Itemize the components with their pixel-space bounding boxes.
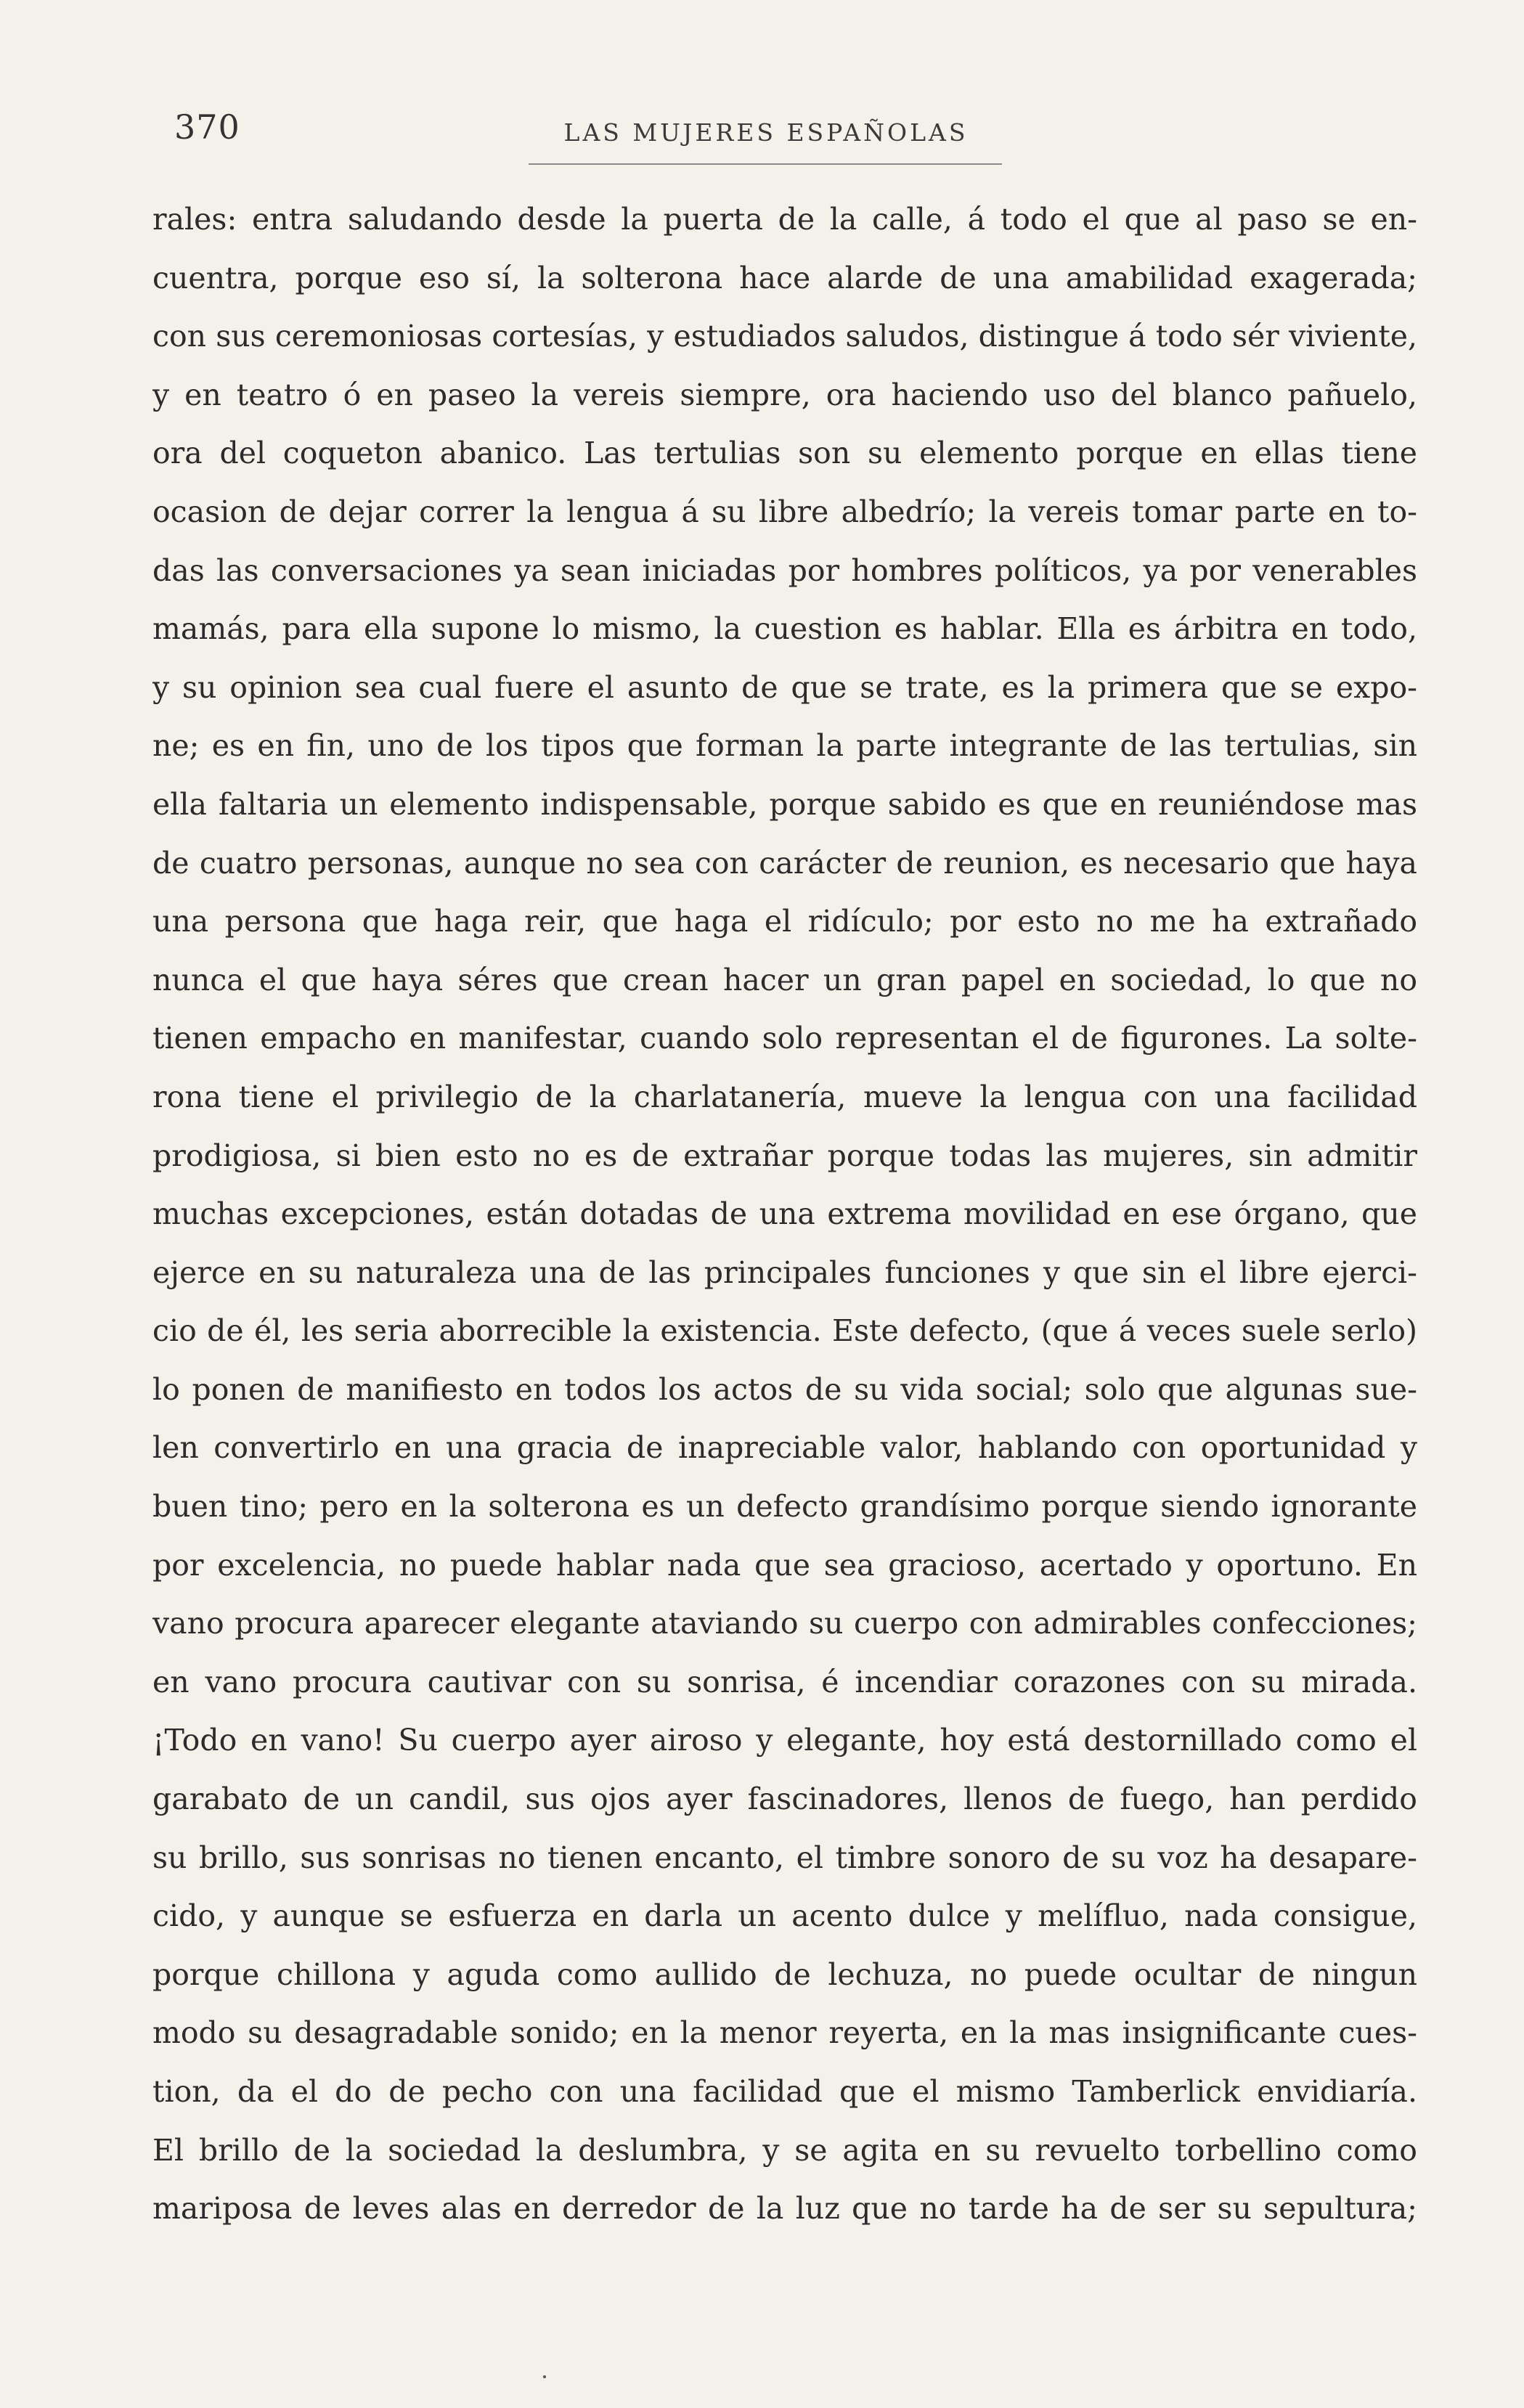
text-line: rales: entra saludando desde la puerta de la calle, á todo el que al paso se en-	[152, 202, 1417, 237]
text-line: en vano procura cautivar con su sonrisa, é incendiar corazones con su mirada.	[152, 1664, 1417, 1699]
text-line: y en teatro ó en paseo la vereis siempre, ora haciendo uso del blanco pañuelo,	[152, 377, 1417, 412]
text-line: garabato de un candil, sus ojos ayer fascinadores, llenos de fuego, han perdido	[152, 1781, 1417, 1817]
text-line: modo su desagradable sonido; en la menor reyerta, en la mas insignificante cues-	[152, 2015, 1417, 2051]
text-line: de cuatro personas, aunque no sea con carácter de reunion, es necesario que haya	[152, 845, 1417, 881]
text-line: con sus ceremoniosas cortesías, y estudiados saludos, distingue á todo sér viviente,	[152, 319, 1417, 354]
text-line: cio de él, les seria aborrecible la existencia. Este defecto, (que á veces suele serlo)	[152, 1313, 1417, 1349]
text-line: len convertirlo en una gracia de inapreciable valor, hablando con oportunidad y	[152, 1430, 1417, 1466]
text-line: vano procura aparecer elegante ataviando su cuerpo con admirables confecciones;	[152, 1606, 1417, 1641]
text-line: mariposa de leves alas en derredor de la luz que no tarde ha de ser su sepultura;	[152, 2191, 1417, 2227]
text-line: tienen empacho en manifestar, cuando solo representan el de figurones. La solte-	[152, 1021, 1417, 1056]
text-line: cuentra, porque eso sí, la solterona hace alarde de una amabilidad exagerada;	[152, 260, 1417, 295]
text-line: das las conversaciones ya sean iniciadas por hombres políticos, ya por venerables	[152, 552, 1417, 588]
text-line: rona tiene el privilegio de la charlatanería, mueve la lengua con una facilidad	[152, 1079, 1417, 1114]
text-line: buen tino; pero en la solterona es un defecto grandísimo porque siendo ignorante	[152, 1489, 1417, 1525]
text-line: ne; es en fin, uno de los tipos que forman la parte integrante de las tertulias, sin	[152, 728, 1417, 764]
text-line: y su opinion sea cual fuere el asunto de que se trate, es la primera que se expo-	[152, 669, 1417, 705]
header-rule	[529, 163, 1002, 165]
text-line: porque chillona y aguda como aullido de lechuza, no puede ocultar de ningun	[152, 1956, 1417, 1992]
text-line: ora del coqueton abanico. Las tertulias son su elemento porque en ellas tiene	[152, 436, 1417, 471]
text-line: El brillo de la sociedad la deslumbra, y se agita en su revuelto torbellino como	[152, 2132, 1417, 2168]
body-text	[152, 190, 1417, 2238]
text-line: prodigiosa, si bien esto no es de extrañar porque todas las mujeres, sin admitir	[152, 1138, 1417, 1173]
running-head: LAS MUJERES ESPAÑOLAS	[563, 118, 969, 147]
text-line: ella faltaria un elemento indispensable, porque sabido es que en reuniéndose mas	[152, 786, 1417, 822]
text-line: muchas excepciones, están dotadas de una extrema movilidad en ese órgano, que	[152, 1196, 1417, 1232]
page-number: 370	[174, 107, 240, 147]
text-line: ¡Todo en vano! Su cuerpo ayer airoso y elegante, hoy está destornillado como el	[152, 1723, 1417, 1758]
text-line: nunca el que haya séres que crean hacer un gran papel en sociedad, lo que no	[152, 962, 1417, 997]
paper-speck	[543, 2375, 546, 2378]
text-line: una persona que haga reir, que haga el ridículo; por esto no me ha extrañado	[152, 904, 1417, 939]
text-line: mamás, para ella supone lo mismo, la cuestion es hablar. Ella es árbitra en todo,	[152, 611, 1417, 647]
text-line: su brillo, sus sonrisas no tienen encanto, el timbre sonoro de su voz ha desapare-	[152, 1840, 1417, 1875]
text-line: cido, y aunque se esfuerza en darla un acento dulce y melífluo, nada consigue,	[152, 1898, 1417, 1934]
text-line: tion, da el do de pecho con una facilidad que el mismo Tamberlick envidiaría.	[152, 2074, 1417, 2109]
text-line: ocasion de dejar correr la lengua á su libre albedrío; la vereis tomar parte en to-	[152, 494, 1417, 529]
text-line: por excelencia, no puede hablar nada que sea gracioso, acertado y oportuno. En	[152, 1547, 1417, 1583]
text-line: ejerce en su naturaleza una de las principales funciones y que sin el libre ejerci-	[152, 1254, 1417, 1290]
text-line: lo ponen de manifiesto en todos los actos de su vida social; solo que algunas sue-	[152, 1371, 1417, 1407]
